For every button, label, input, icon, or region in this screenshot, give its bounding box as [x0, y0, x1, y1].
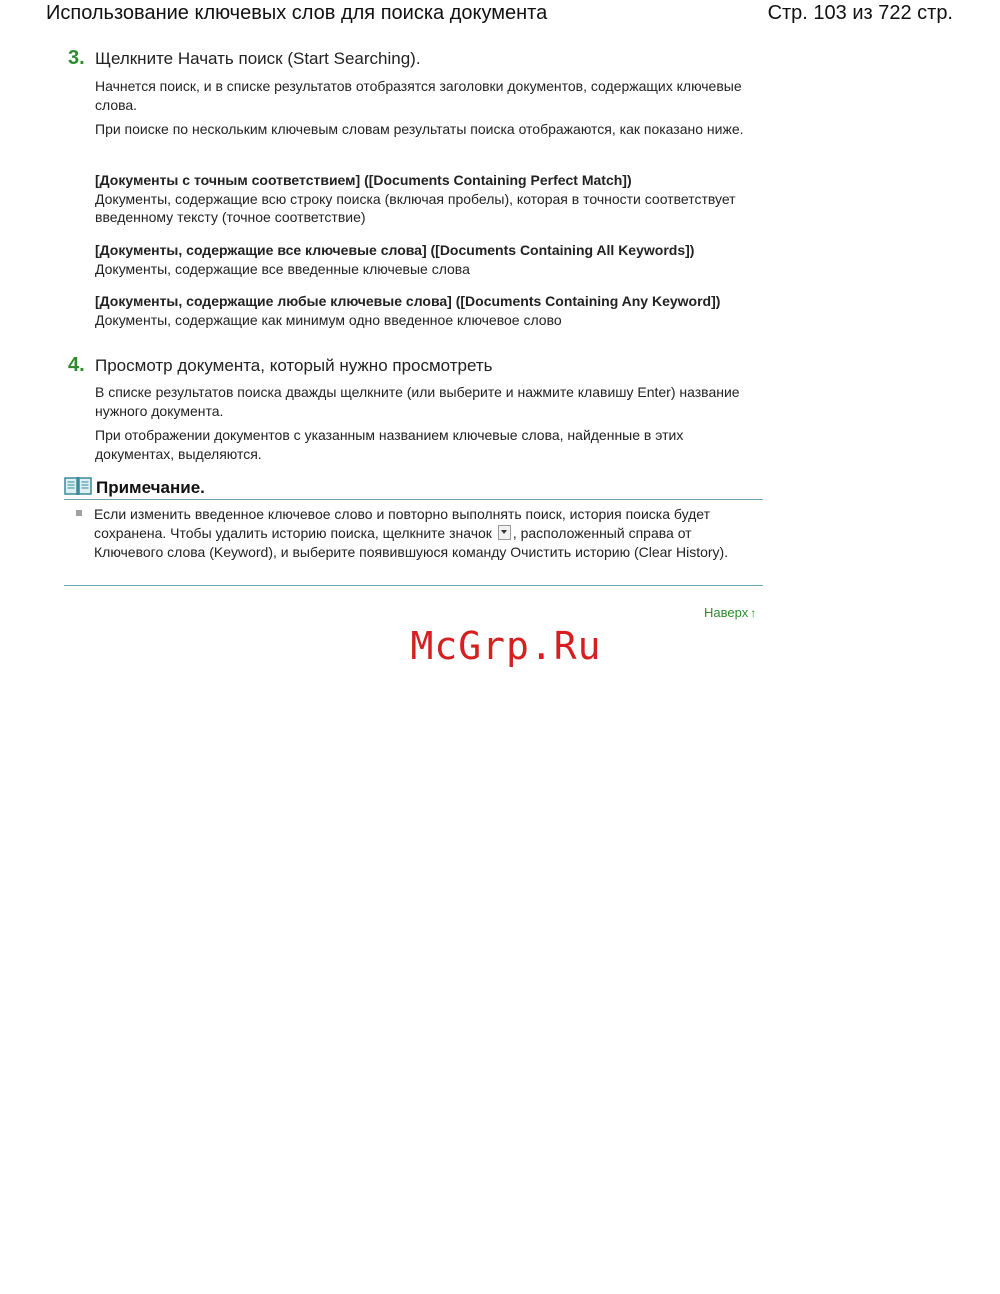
back-to-top-link[interactable] — [704, 605, 756, 620]
definition-all-keywords — [95, 241, 765, 278]
bullet-icon — [76, 510, 82, 516]
definition-description: Документы, содержащие все введенные ключевые слова — [95, 260, 470, 277]
back-to-top-label: Наверх — [704, 605, 749, 620]
step-title-4: Просмотр документа, который нужно просмотреть — [95, 356, 493, 375]
definition-any-keyword — [95, 292, 765, 329]
definition-term: [Документы, содержащие все ключевые слова] ([Documents Containing All Keywords]) — [95, 242, 695, 258]
definition-description: Документы, содержащие как минимум одно введенное ключевое слово — [95, 311, 562, 328]
definition-term: [Документы, содержащие любые ключевые слова] ([Documents Containing Any Keyword]) — [95, 293, 721, 309]
step-4-paragraph-1: В списке результатов поиска дважды щелкните (или выберите и нажмите клавишу Enter) название нужного документа. — [95, 384, 740, 419]
step-4-paragraph-2: При отображении документов с указанным названием ключевые слова, найденные в этих документах, выделяются. — [95, 427, 684, 462]
book-icon — [64, 475, 92, 497]
step-number-3: 3. — [68, 47, 85, 69]
note-top-divider — [64, 499, 763, 500]
definition-description: Документы, содержащие всю строку поиска (включая пробелы), которая в точности соответствует введенному тексту (точное соответствие) — [95, 190, 736, 225]
note-title: Примечание. — [96, 478, 205, 497]
note-text-part-2: , расположенный справа от Ключевого слова (Keyword), и выберите появившуюся команду Очистить историю (Clear History). — [94, 525, 729, 560]
definition-term: [Документы с точным соответствием] ([Documents Containing Perfect Match]) — [95, 172, 632, 188]
page-counter: Стр. 103 из 722 стр. — [767, 2, 953, 24]
step-title-3: Щелкните Начать поиск (Start Searching). — [95, 49, 421, 68]
note-bottom-divider — [64, 585, 763, 586]
step-3-paragraph-1: Начнется поиск, и в списке результатов отобразятся заголовки документов, содержащих ключевые слова. — [95, 78, 742, 113]
note-text-part-1: Если изменить введенное ключевое слово и повторно выполнять поиск, история поиска будет сохранена. Чтобы удалить историю поиска, щелкните значок — [94, 506, 711, 541]
step-number-4: 4. — [68, 354, 85, 376]
up-arrow-icon: ↑ — [750, 606, 757, 620]
note-text — [94, 505, 754, 562]
dropdown-arrow-icon — [498, 525, 511, 540]
step-3-paragraph-2: При поиске по нескольким ключевым словам результаты поиска отображаются, как показано ниже. — [95, 121, 744, 137]
definition-perfect-match — [95, 171, 765, 227]
watermark: McGrp.Ru — [410, 624, 602, 668]
document-title: Использование ключевых слов для поиска документа — [46, 2, 548, 24]
